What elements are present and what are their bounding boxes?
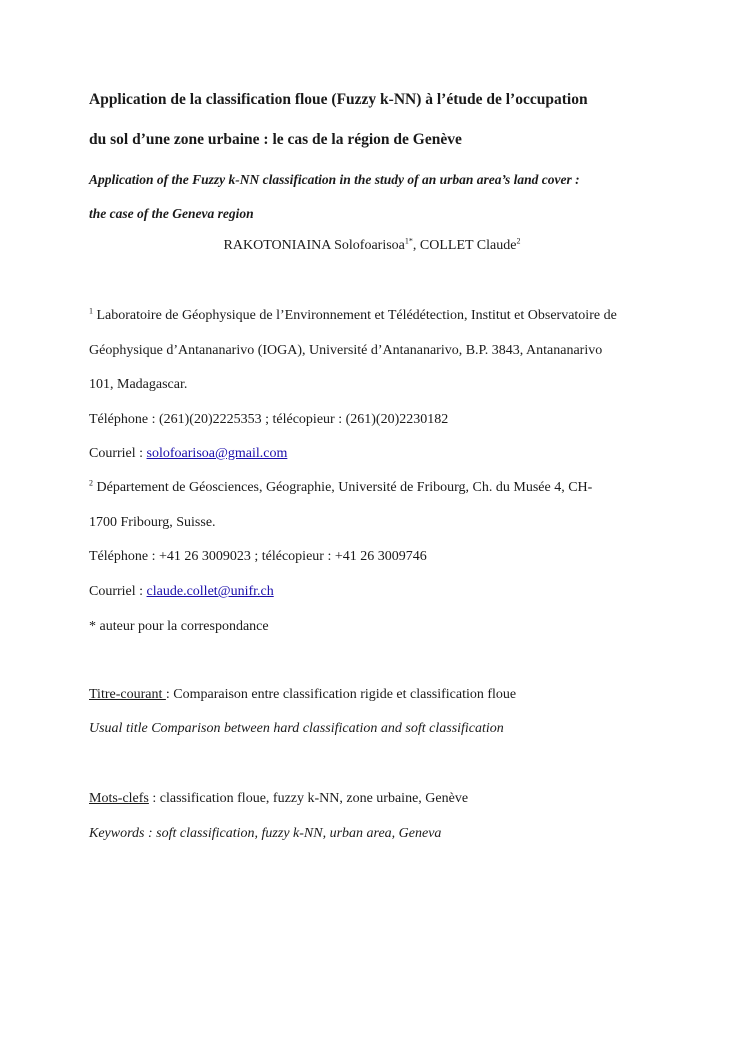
affiliation2-email-link[interactable]: claude.collet@unifr.ch <box>146 584 274 599</box>
correspondence-note: * auteur pour la correspondance <box>89 619 269 634</box>
title-fr-line2: du sol d’une zone urbaine : le cas de la région de Genève <box>89 131 462 148</box>
keywords-label: Mots-clefs <box>89 791 149 806</box>
affiliation1-email-line <box>89 445 287 463</box>
affiliation1-text: Laboratoire de Géophysique de l’Environnement et Télédétection, Institut et Observatoire de <box>93 308 617 323</box>
affiliation1-phone: Téléphone : (261)(20)2225353 ; télécopieur : (261)(20)2230182 <box>89 412 449 427</box>
author-1-sup: 1* <box>404 236 413 246</box>
affiliation1-sup: 1 <box>89 306 93 316</box>
affiliation1-email-label: Courriel : <box>89 446 147 461</box>
keywords-english: Keywords : soft classification, fuzzy k-NN, urban area, Geneva <box>89 826 442 841</box>
affiliation2-phone: Téléphone : +41 26 3009023 ; télécopieur : +41 26 3009746 <box>89 549 427 564</box>
running-title-label: Titre-courant <box>89 687 166 702</box>
author-2-sup: 2 <box>516 236 521 246</box>
author-1: RAKOTONIAINA Solofoarisoa <box>223 238 405 253</box>
affiliation1-email-link[interactable]: solofoarisoa@gmail.com <box>146 446 288 461</box>
affiliation1-line1 <box>89 307 617 325</box>
author-line <box>0 237 744 255</box>
running-title-text: : Comparaison entre classification rigide et classification floue <box>165 687 517 702</box>
title-en-line2: the case of the Geneva region <box>89 206 254 221</box>
affiliation2-line1 <box>89 479 592 497</box>
affiliation2-sup: 2 <box>89 478 93 488</box>
keywords-line <box>89 790 468 808</box>
affiliation2-line2: 1700 Fribourg, Suisse. <box>89 515 216 530</box>
affiliation1-line2: Géophysique d’Antananarivo (IOGA), Université d’Antananarivo, B.P. 3843, Antananarivo <box>89 343 603 358</box>
running-title-english: Usual title Comparison between hard classification and soft classification <box>89 721 504 736</box>
keywords-text: : classification floue, fuzzy k-NN, zone urbaine, Genève <box>148 791 469 806</box>
affiliation1-line3: 101, Madagascar. <box>89 377 188 392</box>
title-fr-line1: Application de la classification floue (Fuzzy k-NN) à l’étude de l’occupation <box>89 91 588 108</box>
author-2: COLLET Claude <box>419 238 517 253</box>
author-separator: , <box>412 238 420 253</box>
running-title-line <box>89 686 516 704</box>
affiliation2-text: Département de Géosciences, Géographie, Université de Fribourg, Ch. du Musée 4, CH- <box>93 480 593 495</box>
affiliation2-email-label: Courriel : <box>89 584 147 599</box>
title-en-line1: Application of the Fuzzy k-NN classification in the study of an urban area’s land cover : <box>89 172 580 187</box>
affiliation2-email-line <box>89 583 274 601</box>
